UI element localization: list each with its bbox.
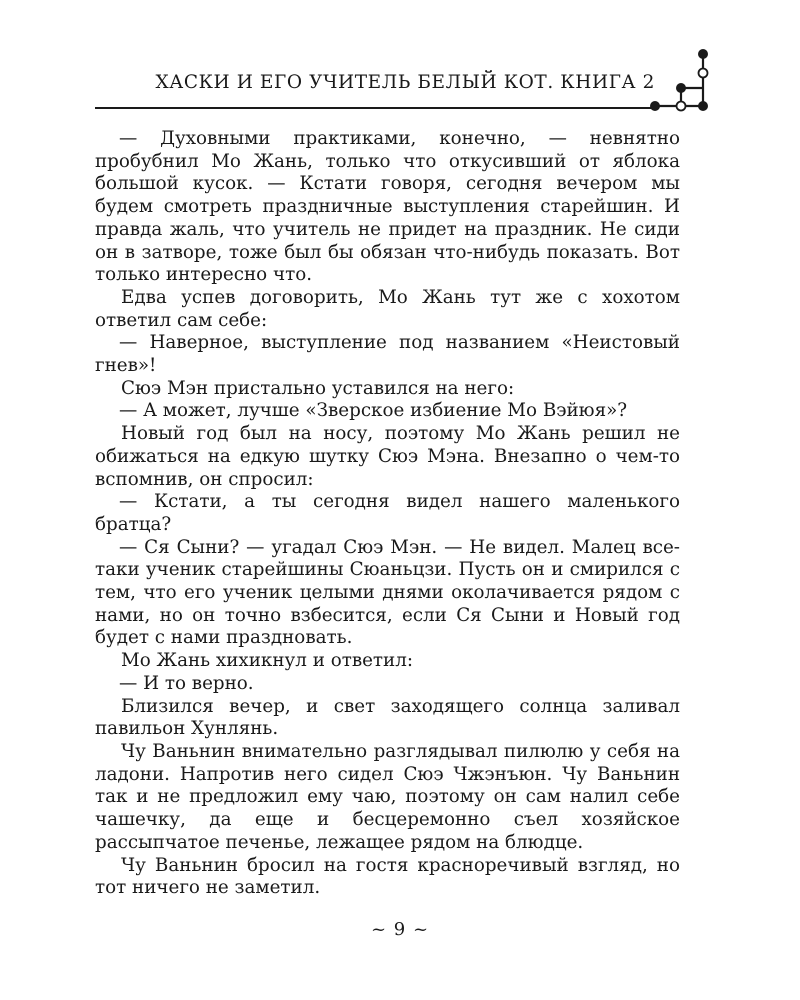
paragraph: Новый год был на носу, поэтому Мо Жань решил не обижаться на едкую шутку Сюэ Мэна. Внезапно о чем-то вспомнив, он спросил: (95, 423, 680, 490)
page-body (95, 128, 680, 900)
header-ornament-icon (645, 44, 715, 116)
page-header (95, 70, 655, 110)
paragraph: Близился вечер, и свет заходящего солнца заливал павильон Хунлянь. (95, 695, 680, 740)
paragraph: Мо Жань хихикнул и ответил: (121, 650, 414, 672)
paragraph: Чу Ваньнин внимательно разглядывал пилюлю у себя на ладони. Напротив него сидел Сюэ Чжэнъюн. Чу Ваньнин так и не предложил ему чаю, поэтому он сам налил себе чашечку, да еще и бесцеремонно съел хозяйское рассыпчатое печенье, лежащее рядом на блюдце. (95, 740, 680, 853)
running-title: ХАСКИ И ЕГО УЧИТЕЛЬ БЕЛЫЙ КОТ. КНИГА 2 (155, 72, 655, 93)
page-number: ~ 9 ~ (370, 919, 430, 940)
paragraph: — А может, лучше «Зверское избиение Мо Вэйюя»? (119, 400, 628, 422)
paragraph: — Ся Сыни? — угадал Сюэ Мэн. — Не видел. Малец все-таки ученик старейшины Сюаньцзи. Пусть он и смирился с тем, что его ученик целыми днями околачивается рядом с нами, но он точно взбесится, если Ся Сыни и Новый год будет с нами праздновать. (95, 536, 680, 649)
paragraph: Сюэ Мэн пристально уставился на него: (121, 377, 515, 399)
paragraph: Чу Ваньнин бросил на гостя красноречивый взгляд, но тот ничего не заметил. (95, 854, 680, 899)
paragraph: — И то верно. (119, 672, 254, 694)
paragraph: — Духовными практиками, конечно, — невнятно пробубнил Мо Жань, только что откусивший от яблока большой кусок. — Кстати говоря, сегодня вечером мы будем смотреть праздничные выступления старейшин. И правда жаль, что учитель не придет на праздник. Не сиди он в затворе, тоже был бы обязан что-нибудь показать. Вот только интересно что. (95, 128, 680, 286)
header-rule (95, 107, 655, 109)
paragraph: — Наверное, выступление под названием «Неистовый гнев»! (95, 332, 680, 377)
paragraph: — Кстати, а ты сегодня видел нашего маленького братца? (95, 491, 680, 535)
paragraph: Едва успев договорить, Мо Жань тут же с хохотом ответил сам себе: (95, 286, 680, 331)
